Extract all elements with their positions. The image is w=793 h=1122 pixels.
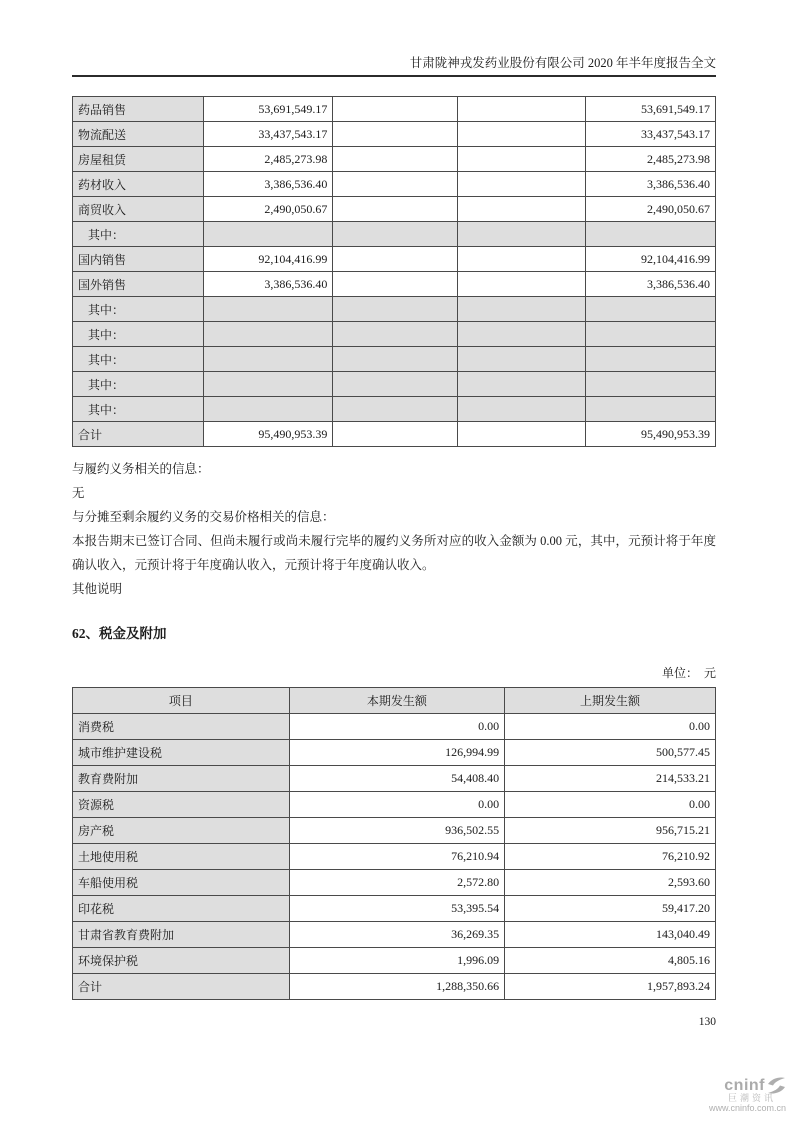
row-value (586, 397, 716, 422)
revenue-table (72, 96, 716, 447)
row-value: 0.00 (289, 792, 504, 818)
row-value (458, 272, 586, 297)
table-row (73, 172, 716, 197)
table-row (73, 397, 716, 422)
row-label: 合计 (73, 422, 204, 447)
table-row (73, 347, 716, 372)
table-row (73, 272, 716, 297)
table-row (73, 122, 716, 147)
row-label: 房产税 (73, 818, 290, 844)
table-row (73, 197, 716, 222)
row-value (458, 397, 586, 422)
row-value: 2,490,050.67 (204, 197, 333, 222)
row-value: 3,386,536.40 (586, 272, 716, 297)
row-value: 2,485,273.98 (586, 147, 716, 172)
table-row (73, 714, 716, 740)
column-header: 上期发生额 (505, 688, 716, 714)
row-label: 教育费附加 (73, 766, 290, 792)
row-value: 95,490,953.39 (586, 422, 716, 447)
row-label: 国内销售 (73, 247, 204, 272)
row-value (458, 347, 586, 372)
row-value (333, 347, 458, 372)
row-label: 国外销售 (73, 272, 204, 297)
row-value: 4,805.16 (505, 948, 716, 974)
row-label: 甘肃省教育费附加 (73, 922, 290, 948)
row-value (333, 422, 458, 447)
row-value (204, 322, 333, 347)
row-value: 59,417.20 (505, 896, 716, 922)
column-header: 项目 (73, 688, 290, 714)
row-value (458, 422, 586, 447)
tax-table-header-row (73, 688, 716, 714)
row-value (333, 372, 458, 397)
notes-block (72, 457, 716, 601)
column-header: 本期发生额 (289, 688, 504, 714)
row-label: 药品销售 (73, 97, 204, 122)
note-line: 与履约义务相关的信息： (72, 462, 210, 476)
row-value (458, 147, 586, 172)
row-value: 1,288,350.66 (289, 974, 504, 1000)
row-value (586, 347, 716, 372)
row-value: 2,593.60 (505, 870, 716, 896)
row-value (204, 297, 333, 322)
row-value (333, 122, 458, 147)
row-value (204, 372, 333, 397)
row-value (204, 347, 333, 372)
row-value (458, 322, 586, 347)
row-value (204, 222, 333, 247)
row-value (333, 222, 458, 247)
row-value: 33,437,543.17 (586, 122, 716, 147)
row-value (458, 372, 586, 397)
row-value (458, 197, 586, 222)
page-number: 130 (698, 1016, 716, 1028)
row-value: 1,957,893.24 (505, 974, 716, 1000)
row-value (458, 247, 586, 272)
table-row (73, 147, 716, 172)
row-value: 2,485,273.98 (204, 147, 333, 172)
row-label: 城市维护建设税 (73, 740, 290, 766)
note-line: 其他说明 (72, 582, 123, 596)
row-label: 车船使用税 (73, 870, 290, 896)
row-value (333, 172, 458, 197)
row-value: 53,691,549.17 (204, 97, 333, 122)
row-value: 0.00 (289, 714, 504, 740)
row-value (333, 247, 458, 272)
row-value (333, 397, 458, 422)
row-value: 53,691,549.17 (586, 97, 716, 122)
row-label: 其中： (73, 347, 204, 372)
note-paragraph: 本报告期末已签订合同、但尚未履行或尚未履行完毕的履约义务所对应的收入金额为 0.00 元，其中，元预计将于年度确认收入，元预计将于年度确认收入，元预计将于年度确认收入。 (72, 534, 716, 572)
table-row (73, 844, 716, 870)
row-value (458, 122, 586, 147)
row-label: 土地使用税 (73, 844, 290, 870)
row-value: 956,715.21 (505, 818, 716, 844)
logo-chinese-name: 巨潮资讯 (727, 1093, 776, 1104)
table-row (73, 922, 716, 948)
row-value (458, 97, 586, 122)
table-row (73, 818, 716, 844)
row-value (333, 322, 458, 347)
logo-brand-text: cninf (724, 1076, 765, 1094)
section-heading: 62、税金及附加 (72, 626, 167, 641)
row-label: 其中： (73, 322, 204, 347)
table-row (73, 948, 716, 974)
row-value: 92,104,416.99 (204, 247, 333, 272)
row-label: 房屋租赁 (73, 147, 204, 172)
note-line: 与分摊至剩余履约义务的交易价格相关的信息： (72, 510, 335, 524)
table-row (73, 97, 716, 122)
row-value (586, 322, 716, 347)
row-label: 资源税 (73, 792, 290, 818)
table-row (73, 297, 716, 322)
row-value (333, 197, 458, 222)
row-value: 54,408.40 (289, 766, 504, 792)
row-label: 其中： (73, 397, 204, 422)
row-value: 1,996.09 (289, 948, 504, 974)
row-label: 物流配送 (73, 122, 204, 147)
row-value: 76,210.94 (289, 844, 504, 870)
row-value: 92,104,416.99 (586, 247, 716, 272)
table-row (73, 740, 716, 766)
row-value: 3,386,536.40 (586, 172, 716, 197)
row-value (458, 297, 586, 322)
logo-url: www.cninfo.com.cn (708, 1103, 786, 1114)
note-line: 无 (72, 486, 85, 500)
row-value: 214,533.21 (505, 766, 716, 792)
table-row (73, 222, 716, 247)
cninfo-logo (686, 1077, 786, 1114)
row-value: 143,040.49 (505, 922, 716, 948)
table-row (73, 766, 716, 792)
row-value: 3,386,536.40 (204, 172, 333, 197)
row-label: 商贸收入 (73, 197, 204, 222)
table-row (73, 870, 716, 896)
row-value: 76,210.92 (505, 844, 716, 870)
row-value (586, 297, 716, 322)
row-label: 其中： (73, 372, 204, 397)
unit-label: 单位： 元 (661, 666, 716, 680)
table-row (73, 896, 716, 922)
row-value: 2,572.80 (289, 870, 504, 896)
row-value (333, 97, 458, 122)
row-value: 2,490,050.67 (586, 197, 716, 222)
row-label: 印花税 (73, 896, 290, 922)
row-value: 936,502.55 (289, 818, 504, 844)
row-value (586, 222, 716, 247)
row-label: 其中： (73, 297, 204, 322)
row-value: 53,395.54 (289, 896, 504, 922)
row-value: 3,386,536.40 (204, 272, 333, 297)
row-value (586, 372, 716, 397)
table-row (73, 792, 716, 818)
header-rule (72, 75, 716, 77)
table-row (73, 322, 716, 347)
row-value: 0.00 (505, 714, 716, 740)
cninfo-swirl-icon (767, 1077, 786, 1094)
row-value (333, 297, 458, 322)
header-title: 甘肃陇神戎发药业股份有限公司 2020 年半年度报告全文 (409, 56, 716, 70)
row-value (458, 172, 586, 197)
total-row (73, 974, 716, 1000)
total-row (73, 422, 716, 447)
row-value (333, 272, 458, 297)
row-value: 0.00 (505, 792, 716, 818)
tax-table (72, 687, 716, 1000)
row-value: 500,577.45 (505, 740, 716, 766)
table-row (73, 247, 716, 272)
row-value: 126,994.99 (289, 740, 504, 766)
row-value (458, 222, 586, 247)
row-label: 消费税 (73, 714, 290, 740)
row-value (204, 397, 333, 422)
row-value: 95,490,953.39 (204, 422, 333, 447)
row-label: 其中： (73, 222, 204, 247)
row-label: 环境保护税 (73, 948, 290, 974)
row-label: 药材收入 (73, 172, 204, 197)
row-value: 33,437,543.17 (204, 122, 333, 147)
row-value: 36,269.35 (289, 922, 504, 948)
table-row (73, 372, 716, 397)
row-value (333, 147, 458, 172)
row-label: 合计 (73, 974, 290, 1000)
